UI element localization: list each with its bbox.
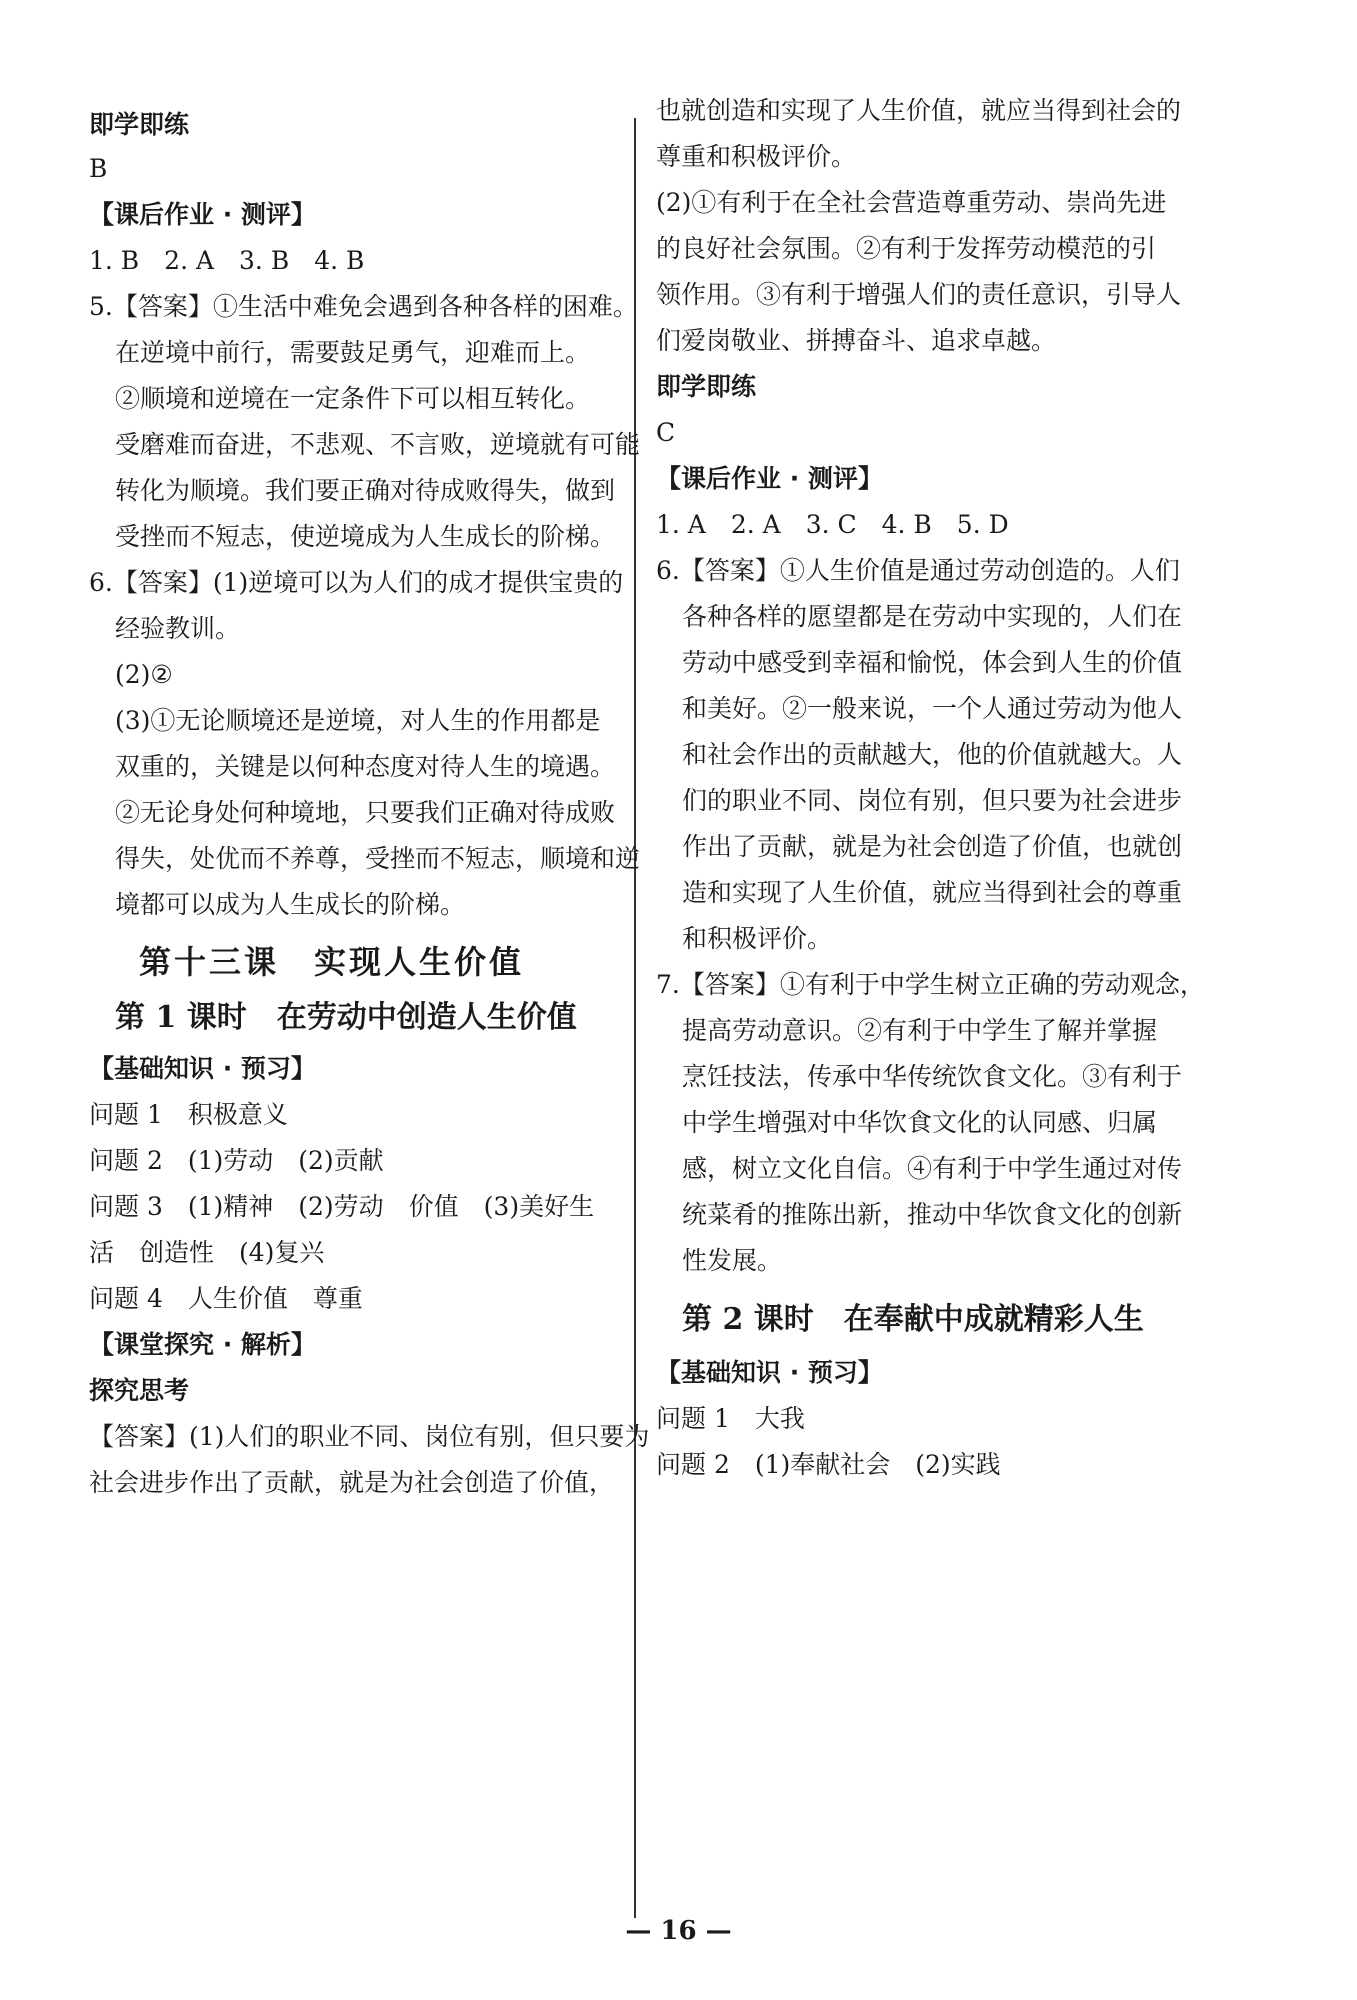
answer-line: 中学生增强对中华饮食文化的认同感、归属 — [682, 1108, 1158, 1137]
answer-line: ②顺境和逆境在一定条件下可以相互转化。 — [115, 384, 591, 413]
answer-line: 得失，处优而不养尊，受挫而不短志，顺境和逆 — [115, 844, 641, 873]
answer-line: 和社会作出的贡献越大，他的价值就越大。人 — [682, 740, 1183, 769]
answer-line: 受挫而不短志，使逆境成为人生成长的阶梯。 — [115, 522, 616, 551]
answer-line: 问题 2 (1)奉献社会 (2)实践 — [656, 1450, 1001, 1479]
answer-line: 在逆境中前行，需要鼓足勇气，迎难而上。 — [115, 338, 591, 367]
answer-line: 和美好。②一般来说，一个人通过劳动为他人 — [682, 694, 1183, 723]
period-title: 第 2 课时 在奉献中成就精彩人生 — [682, 1302, 1144, 1337]
answer-line: 7.【答案】①有利于中学生树立正确的劳动观念， — [656, 970, 1205, 999]
answer-line: 社会进步作出了贡献，就是为社会创造了价值， — [89, 1468, 615, 1497]
section-heading: 探究思考 — [89, 1376, 190, 1405]
lesson-title: 第十三课 实现人生价值 — [139, 943, 525, 981]
section-heading: 即学即练 — [89, 110, 190, 139]
answer-line: 领作用。③有利于增强人们的责任意识，引导人 — [656, 280, 1182, 309]
answer-line: 们爱岗敬业、拼搏奋斗、追求卓越。 — [656, 326, 1057, 355]
answer-line: 作出了贡献，就是为社会创造了价值，也就创 — [682, 832, 1183, 861]
section-heading: 即学即练 — [656, 372, 757, 401]
answer-line: 问题 1 积极意义 — [89, 1100, 288, 1129]
answer-line: 们的职业不同、岗位有别，但只要为社会进步 — [682, 786, 1183, 815]
answer-line: C — [656, 418, 676, 447]
answer-line: 尊重和积极评价。 — [656, 142, 857, 171]
column-divider — [634, 118, 636, 1918]
answer-line: 各种各样的愿望都是在劳动中实现的，人们在 — [682, 602, 1183, 631]
answer-line: (3)①无论顺境还是逆境，对人生的作用都是 — [115, 706, 601, 735]
answer-line: ②无论身处何种境地，只要我们正确对待成败 — [115, 798, 616, 827]
section-heading: 【课后作业 · 测评】 — [656, 464, 883, 493]
answer-line: 转化为顺境。我们要正确对待成败得失，做到 — [115, 476, 616, 505]
answer-line: 感，树立文化自信。④有利于中学生通过对传 — [682, 1154, 1183, 1183]
section-heading: 【课堂探究 · 解析】 — [89, 1330, 316, 1359]
answer-line: 境都可以成为人生成长的阶梯。 — [115, 890, 466, 919]
answer-line: B — [89, 154, 108, 183]
answer-line: 问题 2 (1)劳动 (2)贡献 — [89, 1146, 384, 1175]
answer-line: 6.【答案】(1)逆境可以为人们的成才提供宝贵的 — [89, 568, 624, 597]
answer-line: 1. B 2. A 3. B 4. B — [89, 246, 365, 275]
answer-line: 问题 1 大我 — [656, 1404, 805, 1433]
answer-line: 和积极评价。 — [682, 924, 833, 953]
answer-line: 造和实现了人生价值，就应当得到社会的尊重 — [682, 878, 1183, 907]
answer-line: 统菜肴的推陈出新，推动中华饮食文化的创新 — [682, 1200, 1183, 1229]
answer-line: 双重的，关键是以何种态度对待人生的境遇。 — [115, 752, 616, 781]
answer-line: 烹饪技法，传承中华传统饮食文化。③有利于 — [682, 1062, 1183, 1091]
answer-line: 性发展。 — [682, 1246, 783, 1275]
answer-line: 经验教训。 — [115, 614, 241, 643]
answer-line: 问题 3 (1)精神 (2)劳动 价值 (3)美好生 — [89, 1192, 595, 1221]
answer-line: 问题 4 人生价值 尊重 — [89, 1284, 363, 1313]
page-number: — 16 — — [625, 1916, 732, 1946]
section-heading: 【课后作业 · 测评】 — [89, 200, 316, 229]
answer-line: 1. A 2. A 3. C 4. B 5. D — [656, 510, 1009, 539]
answer-line: 受磨难而奋进，不悲观、不言败，逆境就有可能 — [115, 430, 641, 459]
answer-line: 劳动中感受到幸福和愉悦，体会到人生的价值 — [682, 648, 1183, 677]
answer-line: 5.【答案】①生活中难免会遇到各种各样的困难。 — [89, 292, 638, 321]
answer-line: 活 创造性 (4)复兴 — [89, 1238, 325, 1267]
section-heading: 【基础知识 · 预习】 — [89, 1054, 316, 1083]
answer-line: 也就创造和实现了人生价值，就应当得到社会的 — [656, 96, 1182, 125]
answer-line: 【答案】(1)人们的职业不同、岗位有别，但只要为 — [89, 1422, 650, 1451]
answer-line: 提高劳动意识。②有利于中学生了解并掌握 — [682, 1016, 1158, 1045]
answer-line: (2)①有利于在全社会营造尊重劳动、崇尚先进 — [656, 188, 1167, 217]
answer-line: (2)② — [115, 660, 173, 689]
section-heading: 【基础知识 · 预习】 — [656, 1358, 883, 1387]
answer-line: 的良好社会氛围。②有利于发挥劳动模范的引 — [656, 234, 1157, 263]
period-title: 第 1 课时 在劳动中创造人生价值 — [115, 1000, 577, 1035]
answer-line: 6.【答案】①人生价值是通过劳动创造的。人们 — [656, 556, 1180, 585]
